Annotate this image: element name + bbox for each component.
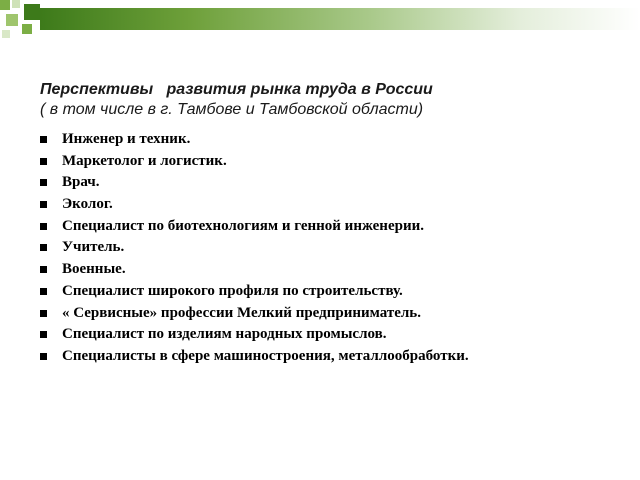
list-item	[40, 281, 620, 303]
slide-title-block	[40, 80, 600, 120]
list-item	[40, 259, 620, 281]
decor-square	[0, 0, 10, 10]
list-item-text: Военные.	[62, 261, 126, 278]
list-item-text: Учитель.	[62, 239, 125, 256]
list-item	[40, 194, 620, 216]
list-item-text: Врач.	[62, 174, 100, 191]
decor-square	[24, 4, 40, 20]
square-bullet-icon	[40, 288, 47, 295]
square-bullet-icon	[40, 244, 47, 251]
list-item	[40, 237, 620, 259]
bullet-list	[40, 129, 620, 368]
square-bullet-icon	[40, 223, 47, 230]
list-item-text: « Сервисные» профессии Мелкий предприниматель.	[62, 304, 421, 321]
list-item	[40, 151, 620, 173]
list-item-text: Специалист широкого профиля по строительству.	[62, 282, 403, 299]
slide-subtitle: ( в том числе в г. Тамбове и Тамбовской области)	[40, 101, 424, 118]
square-bullet-icon	[40, 179, 47, 186]
square-bullet-icon	[40, 310, 47, 317]
decor-square	[12, 0, 20, 8]
slide-title: Перспективы развития рынка труда в России	[40, 81, 433, 98]
list-item	[40, 216, 620, 238]
list-item-text: Специалист по изделиям народных промыслов.	[62, 326, 387, 343]
list-item-text: Эколог.	[62, 196, 113, 213]
square-bullet-icon	[40, 266, 47, 273]
square-bullet-icon	[40, 331, 47, 338]
list-item	[40, 324, 620, 346]
list-item	[40, 129, 620, 151]
list-item	[40, 172, 620, 194]
square-bullet-icon	[40, 136, 47, 143]
decor-square	[22, 24, 32, 34]
decor-square	[6, 14, 18, 26]
square-bullet-icon	[40, 158, 47, 165]
decor-square	[2, 30, 10, 38]
list-item-text: Маркетолог и логистик.	[62, 152, 227, 169]
square-bullet-icon	[40, 201, 47, 208]
list-item	[40, 303, 620, 325]
list-item-text: Специалисты в сфере машиностроения, металлообработки.	[62, 347, 469, 364]
list-item-text: Инженер и техник.	[62, 131, 191, 147]
square-bullet-icon	[40, 353, 47, 360]
header-gradient-bar	[40, 8, 640, 30]
list-item	[40, 346, 620, 368]
list-item-text: Специалист по биотехнологиям и генной инженерии.	[62, 217, 424, 234]
